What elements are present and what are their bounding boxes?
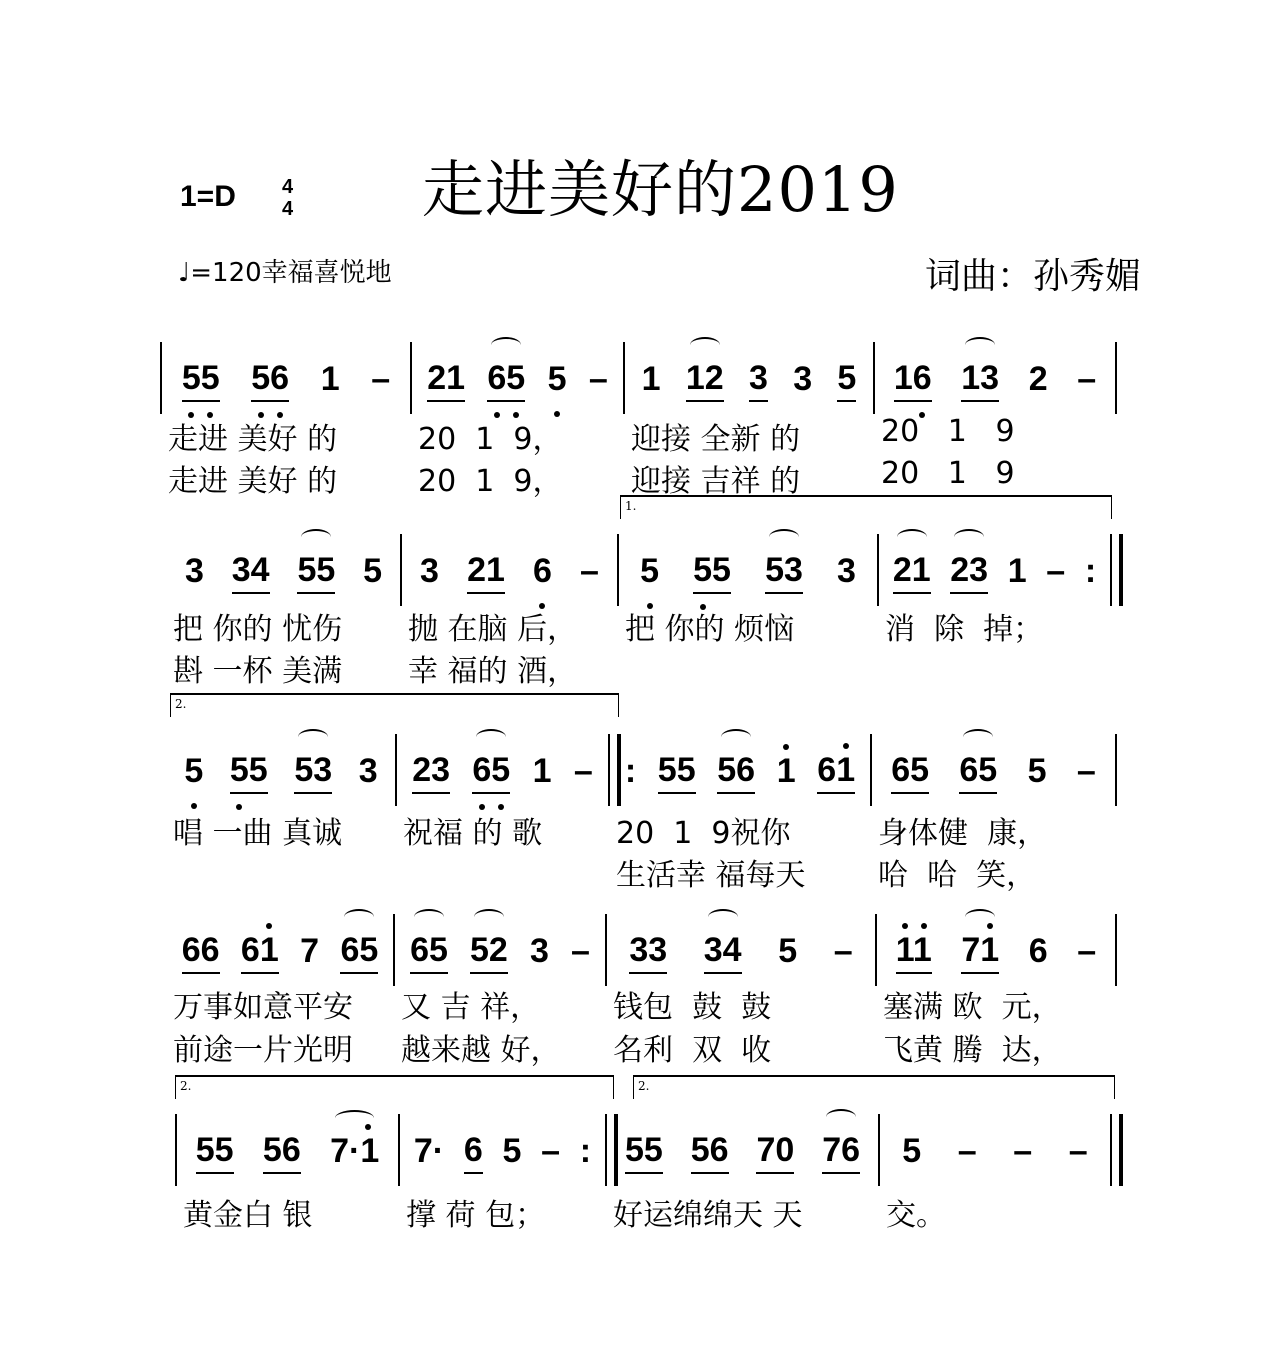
note-group: 3 (420, 551, 439, 590)
volta-number: 2. (175, 697, 187, 711)
lyric-text: 祝福 的 歌 (403, 816, 543, 851)
note-group: 5 (502, 1131, 522, 1170)
barline (410, 342, 412, 414)
note-group: 71 (961, 931, 999, 974)
lyric-text: 把 你的 忧伤 (173, 612, 343, 647)
note-group: 52 (470, 931, 508, 974)
note-group: 1 (320, 359, 340, 398)
volta-bracket (175, 1075, 614, 1099)
note-group: 7· (413, 1131, 445, 1170)
note-group: 65 (472, 751, 510, 794)
note-group: 6 (464, 1131, 483, 1174)
note-group: : (1084, 551, 1097, 590)
note-group: – (588, 359, 608, 398)
note-group: 1 (532, 751, 552, 790)
lyric-text: 把 你的 烦恼 (625, 612, 795, 647)
lyric-text: 黄金白 银 (183, 1198, 313, 1233)
note-group: 5 (778, 931, 798, 970)
note-group: – (571, 931, 590, 970)
tempo-marking: ♩=120幸福喜悦地 (178, 258, 392, 288)
measure (623, 542, 873, 602)
note-group: 65 (891, 751, 929, 794)
note-group: 3 (793, 359, 813, 398)
barline (623, 342, 625, 414)
high-octave-dot (783, 744, 789, 750)
note-group: 55 (693, 551, 731, 594)
measure (629, 350, 869, 410)
measure (399, 922, 601, 982)
lyric-text: 消 除 掉； (885, 612, 1044, 647)
note-group: 23 (412, 751, 450, 794)
barline (875, 914, 877, 986)
note-group: – (541, 1131, 561, 1170)
note-group: 56 (251, 359, 289, 402)
note-group: – (1068, 1131, 1088, 1170)
song-title: 走进美好的2019 (422, 153, 899, 226)
note-group: 3 (749, 359, 768, 402)
measure (181, 1122, 394, 1182)
measure (883, 542, 1106, 602)
lyric-text: 迎接 全新 的 (631, 422, 801, 457)
note-group: 5 (184, 752, 203, 793)
double-barline (1110, 1114, 1123, 1186)
note-group: 66 (182, 931, 220, 974)
note-group: 65 (340, 931, 378, 974)
barline (160, 342, 162, 414)
lyric-text: 唱 一曲 真诚 (173, 816, 343, 851)
lyric-text: 抛 在脑 后， (408, 612, 578, 647)
lyric-text: 斟 一杯 美满 (173, 654, 343, 689)
lyric-text: 交。 (886, 1198, 946, 1233)
time-signature (282, 176, 293, 220)
note-group: – (1013, 1131, 1033, 1170)
note-group: 6 (533, 552, 552, 593)
measure (171, 922, 389, 982)
lyric-text: 又 吉 祥， (401, 990, 541, 1025)
note-group: 53 (294, 751, 332, 794)
note-group: 34 (232, 551, 270, 594)
lyric-text: 走进 美好 的 (168, 464, 338, 499)
note-group: 3 (837, 551, 856, 590)
note-group: : (624, 751, 637, 790)
volta-number: 2. (180, 1079, 192, 1093)
note-group: 21 (893, 551, 931, 594)
barline (605, 914, 607, 986)
note-group: 5 (902, 1131, 922, 1170)
volta-bracket (620, 495, 1112, 519)
volta-number: 2. (638, 1079, 650, 1093)
note-group: 65 (487, 359, 525, 402)
barline (400, 534, 402, 606)
note-group: 55 (182, 359, 220, 402)
lyric-text: 迎接 吉祥 的 (631, 464, 801, 499)
barline (395, 734, 397, 806)
lyric-text: 前途一片光明 (173, 1033, 353, 1068)
note-group: 3 (184, 551, 204, 590)
note-group: – (573, 751, 593, 790)
time-bottom: 4 (282, 198, 294, 220)
barline (617, 534, 619, 606)
note-group: 33 (629, 931, 667, 974)
lyric-text: 20 1 9 (881, 456, 1015, 491)
lyric-text: 好运绵绵天 天 (613, 1198, 803, 1233)
lyric-text: 幸 福的 酒， (408, 654, 578, 689)
barline (877, 534, 879, 606)
note-group: 5 (548, 360, 567, 401)
measure (401, 742, 604, 802)
time-top: 4 (282, 176, 294, 198)
note-group: 61 (817, 751, 855, 794)
high-octave-dot (921, 923, 927, 929)
volta-number: 1. (625, 499, 637, 513)
barline (393, 914, 395, 986)
lyric-text: 越来越 好， (401, 1033, 561, 1068)
key-signature: 1=D (180, 180, 236, 213)
note-group: : (579, 1131, 592, 1170)
note-group: 12 (686, 359, 724, 402)
note-group: 2 (1028, 359, 1048, 398)
note-group: 61 (241, 931, 279, 974)
note-group: 55 (230, 751, 268, 794)
note-group: 65 (410, 931, 448, 974)
barline (175, 1114, 177, 1186)
note-group: 21 (467, 551, 505, 594)
note-group: 70 (756, 1131, 794, 1174)
note-group: 34 (704, 931, 742, 974)
note-group: 13 (961, 359, 999, 402)
barline (1115, 342, 1117, 414)
barline (398, 1114, 400, 1186)
note-group: 11 (896, 931, 932, 974)
note-group: 5 (837, 359, 856, 402)
measure (406, 542, 613, 602)
note-group: – (580, 551, 599, 590)
lyric-text: 生活幸 福每天 (616, 858, 806, 893)
note-group: 5 (363, 551, 383, 590)
note-group: 1 (1007, 551, 1027, 590)
lyric-text: 万事如意平安 (173, 990, 353, 1025)
note-group: 76 (822, 1131, 860, 1174)
note-group: 1 (641, 359, 661, 398)
lyric-text: 20 1 9 (881, 414, 1015, 449)
lyric-text: 20 1 9， (418, 422, 563, 457)
note-group: 55 (297, 551, 335, 594)
note-group: – (957, 1131, 977, 1170)
lyric-text: 20 1 9祝你 (616, 816, 791, 851)
note-group: – (1077, 359, 1097, 398)
lyric-text: 钱包 鼓 鼓 (613, 990, 772, 1025)
note-group: 1 (777, 752, 796, 793)
measure (171, 742, 391, 802)
note-group: 16 (894, 359, 932, 402)
note-group: 53 (765, 551, 803, 594)
note-group: 7·1 (330, 1132, 379, 1173)
high-octave-dot (843, 743, 849, 749)
high-octave-dot (266, 923, 272, 929)
lyric-text: 塞满 欧 元， (883, 990, 1062, 1025)
measure (884, 1122, 1106, 1182)
note-group: 23 (950, 551, 988, 594)
author-credit: 词曲：孙秀媚 (925, 256, 1142, 297)
barline (1115, 734, 1117, 806)
note-group: 5 (1027, 751, 1047, 790)
double-barline (1110, 534, 1123, 606)
volta-bracket (170, 693, 619, 717)
measure (166, 350, 406, 410)
note-group: 3 (529, 931, 549, 970)
note-group: 3 (358, 751, 378, 790)
barline (873, 342, 875, 414)
lyric-text: 飞黄 腾 达， (883, 1033, 1062, 1068)
note-group: 55 (625, 1131, 663, 1174)
note-group: 6 (1028, 931, 1048, 970)
note-group: – (833, 931, 853, 970)
measure (876, 742, 1111, 802)
lyric-text: 哈 哈 笑， (878, 858, 1037, 893)
measure (611, 922, 871, 982)
note-group: 56 (717, 751, 755, 794)
measure (614, 742, 866, 802)
note-group: 65 (959, 751, 997, 794)
lyric-text: 走进 美好 的 (168, 422, 338, 457)
note-group: 21 (427, 359, 465, 402)
high-octave-dot (365, 1124, 371, 1130)
high-octave-dot (987, 923, 993, 929)
lyric-text: 撑 荷 包； (406, 1198, 546, 1233)
lyric-text: 20 1 9， (418, 464, 563, 499)
note-group: – (371, 359, 391, 398)
lyric-text: 身体健 康， (878, 816, 1048, 851)
note-group: 56 (263, 1131, 301, 1174)
measure (416, 350, 619, 410)
measure (611, 1122, 874, 1182)
barline (870, 734, 872, 806)
note-group: – (1046, 551, 1066, 590)
note-group: 55 (196, 1131, 234, 1174)
note-group: 7 (300, 931, 320, 970)
note-group: – (1077, 931, 1097, 970)
note-group: 55 (658, 751, 696, 794)
note-group: 5 (640, 552, 659, 593)
note-group: 56 (691, 1131, 729, 1174)
lyric-text: 名利 双 收 (613, 1033, 772, 1068)
volta-bracket (633, 1075, 1115, 1099)
note-group: – (1076, 751, 1096, 790)
measure (171, 542, 396, 602)
barline (1115, 914, 1117, 986)
high-octave-dot (902, 923, 908, 929)
measure (881, 922, 1111, 982)
measure (404, 1122, 601, 1182)
measure (879, 350, 1111, 410)
barline (878, 1114, 880, 1186)
